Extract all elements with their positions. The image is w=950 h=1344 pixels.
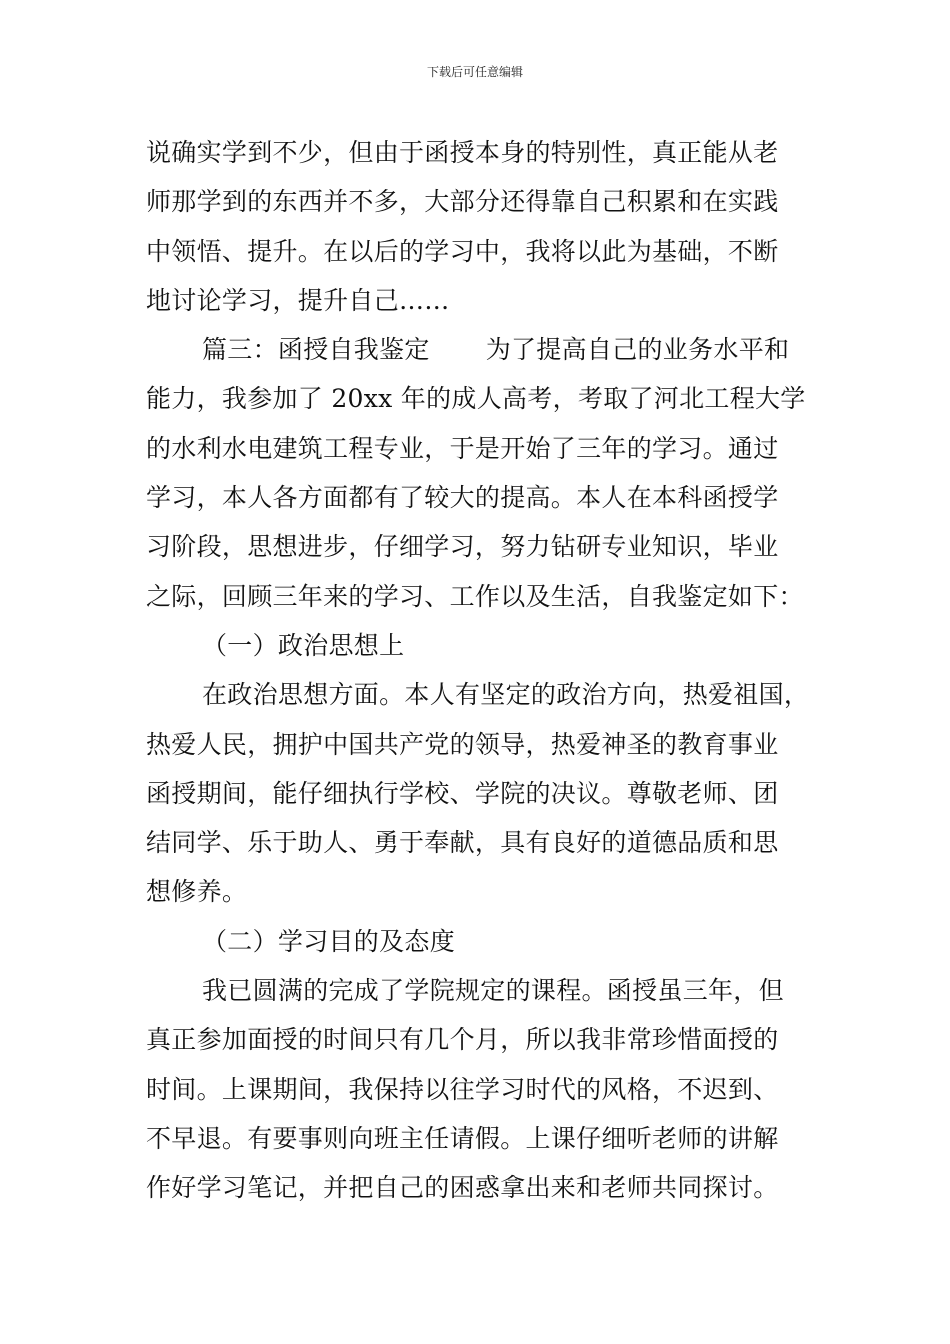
text-line: 热爱人民，拥护中国共产党的领导，热爱神圣的教育事业	[146, 729, 779, 759]
document-body	[146, 128, 836, 1213]
text-line: 地讨论学习，提升自己……	[146, 285, 450, 315]
text-line: 真正参加面授的时间只有几个月，所以我非常珍惜面授的	[146, 1025, 779, 1055]
subheading: （二）学习目的及态度	[202, 926, 456, 956]
text-line: 学习，本人各方面都有了较大的提高。本人在本科函授学	[146, 483, 779, 513]
section-title: 篇三：函授自我鉴定	[202, 335, 430, 365]
page-header: 下载后可任意编辑	[426, 65, 523, 79]
text-line: 习阶段，思想进步，仔细学习，努力钻研专业知识，毕业	[146, 532, 779, 562]
text-line: 不早退。有要事则向班主任请假。上课仔细听老师的讲解	[146, 1123, 779, 1153]
text-line: 能力，我参加了 20xx 年的成人高考，考取了河北工程大学	[146, 384, 806, 414]
text-line: 中领悟、提升。在以后的学习中，我将以此为基础，不断	[146, 236, 779, 266]
text-line: 说确实学到不少，但由于函授本身的特别性，真正能从老	[146, 138, 779, 167]
text-line: 师那学到的东西并不多，大部分还得靠自己积累和在实践	[146, 187, 779, 217]
text-line: 作好学习笔记，并把自己的困惑拿出来和老师共同探讨。	[146, 1173, 779, 1203]
text-line: 之际，回顾三年来的学习、工作以及生活，自我鉴定如下：	[146, 581, 804, 611]
text-line: 我已圆满的完成了学院规定的课程。函授虽三年，但	[202, 976, 784, 1006]
section-title-line	[146, 325, 836, 374]
text-line: 时间。上课期间，我保持以往学习时代的风格，不迟到、	[146, 1074, 779, 1104]
text-line: 在政治思想方面。本人有坚定的政治方向，热爱祖国，	[202, 680, 810, 710]
text-fragment: 为了提高自己的业务水平和	[485, 335, 790, 365]
text-line: 函授期间，能仔细执行学校、学院的决议。尊敬老师、团	[146, 778, 779, 808]
text-line: 想修养。	[146, 877, 248, 907]
subheading: （一）政治思想上	[202, 630, 405, 660]
text-line: 结同学、乐于助人、勇于奉献，具有良好的道德品质和思	[146, 828, 779, 858]
text-line: 的水利水电建筑工程专业，于是开始了三年的学习。通过	[146, 433, 779, 463]
